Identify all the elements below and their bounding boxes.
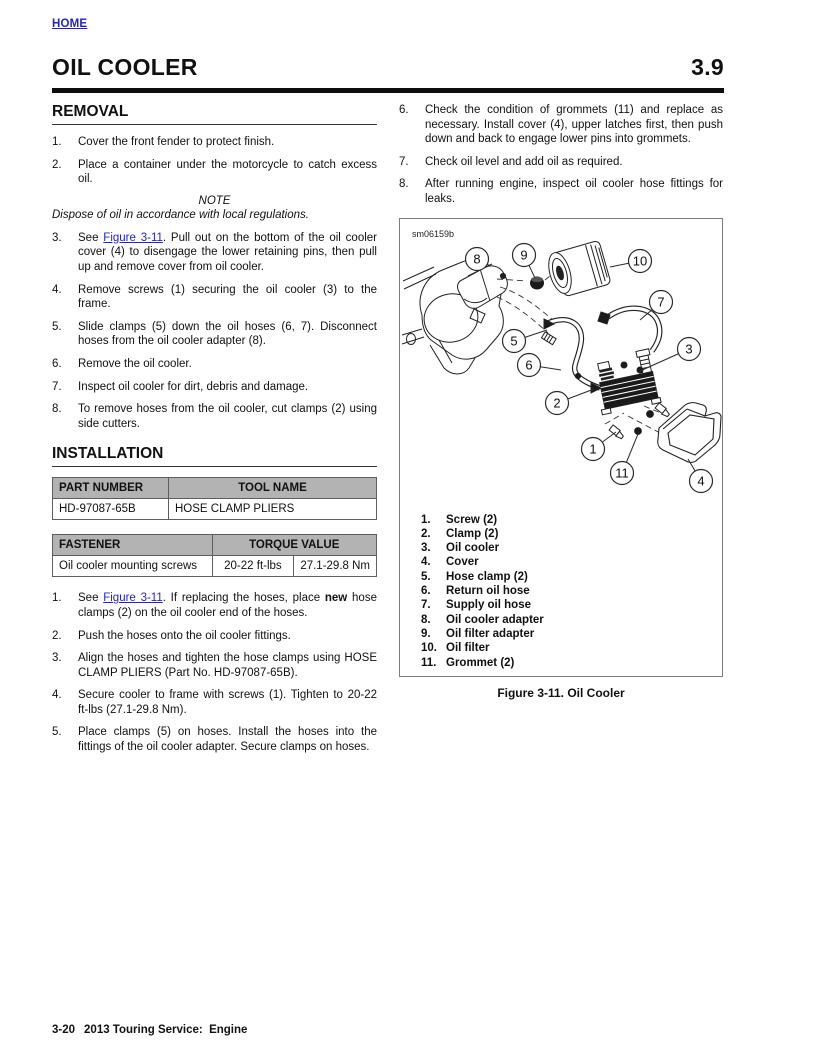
step-number: 3.: [52, 231, 62, 244]
tool-table-part-number: HD-97087-65B: [53, 499, 169, 520]
svg-text:6: 6: [525, 357, 533, 373]
figure-code: sm06159b: [412, 228, 455, 239]
legend-item: [421, 541, 722, 555]
figure-legend: [400, 511, 722, 676]
step-item: [52, 651, 377, 680]
legend-item: [421, 570, 722, 584]
legend-label: Cover: [446, 556, 479, 569]
step-item: [52, 231, 377, 275]
section-number: 3.9: [691, 54, 724, 80]
tool-table-header-name: TOOL NAME: [169, 478, 377, 499]
step-text: Cover the front fender to protect finish.: [78, 136, 275, 148]
installation-steps-continued: [399, 103, 723, 207]
step-number: 4.: [52, 689, 62, 702]
figure-3-11-link[interactable]: Figure 3-11: [103, 231, 163, 244]
step-number: 6.: [399, 104, 409, 116]
legend-number: 7.: [421, 599, 431, 612]
torque-table-header-fastener: FASTENER: [53, 535, 213, 556]
step-text: To remove hoses from the oil cooler, cut clamps (2) using side cutters.: [78, 403, 377, 430]
svg-text:10: 10: [632, 253, 648, 269]
legend-item: [421, 641, 722, 655]
step-item: [52, 688, 377, 717]
step-text: Check the condition of grommets (11) and replace as necessary. Install cover (4), upper latches first, then push down and back to engage lower pins into grommets.: [425, 104, 723, 146]
step-text: Slide clamps (5) down the oil hoses (6, 7). Disconnect hoses from the oil cooler adapter (8).: [78, 320, 377, 348]
page-title: OIL COOLER: [52, 54, 198, 80]
return-oil-hose-art: [548, 319, 600, 387]
note-text: Dispose of oil in accordance with local regulations.: [52, 208, 309, 221]
step-number: 1.: [52, 136, 62, 148]
legend-label: Oil filter adapter: [446, 627, 535, 640]
legend-number: 10.: [421, 642, 437, 655]
legend-label: Oil filter: [446, 642, 490, 655]
step-item: [52, 402, 377, 431]
step-text: Push the hoses onto the oil cooler fittings.: [78, 629, 291, 642]
oil-cooler-art: [591, 348, 661, 414]
legend-label: Clamp (2): [446, 527, 499, 540]
step-number: 6.: [52, 357, 62, 370]
legend-number: 4.: [421, 556, 431, 569]
legend-item: [421, 584, 722, 598]
svg-text:4: 4: [697, 473, 705, 489]
engine-crankcase-art: [402, 259, 507, 373]
note-label: NOTE: [198, 194, 231, 207]
step-item: [52, 320, 377, 349]
torque-table-value-nm: 27.1-29.8 Nm: [294, 556, 377, 577]
step-item: [399, 155, 723, 170]
tool-table-header-part: PART NUMBER: [53, 478, 169, 499]
step-number: 2.: [52, 158, 62, 171]
step-text: Place clamps (5) on hoses. Install the hoses into the fittings of the oil cooler adapter. Secure clamps on hoses.: [78, 726, 377, 754]
supply-oil-hose-art: [608, 308, 660, 351]
svg-text:11: 11: [615, 465, 629, 481]
figure-diagram: [400, 219, 722, 511]
torque-table: [52, 534, 377, 577]
torque-table-value-ftlbs: 20-22 ft-lbs: [212, 556, 294, 577]
callout-2: [546, 391, 569, 414]
callout-6: [518, 353, 541, 376]
step-number: 5.: [52, 726, 62, 739]
torque-table-header-torque: TORQUE VALUE: [212, 535, 376, 556]
legend-item: [421, 527, 722, 541]
legend-item: [421, 627, 722, 641]
step-item: [52, 725, 377, 754]
legend-item: [421, 598, 722, 612]
right-column: [399, 103, 723, 763]
callout-7: [650, 290, 673, 313]
oil-filter-art: [545, 240, 612, 296]
legend-number: 9.: [421, 627, 431, 640]
step-text: See Figure 3-11. Pull out on the bottom of the oil cooler cover (4) to disengage the lower retaining pins, then pull up and remove cover from oil cooler.: [78, 231, 377, 273]
page-footer: [52, 1024, 247, 1036]
torque-table-fastener: Oil cooler mounting screws: [53, 556, 213, 577]
legend-label: Return oil hose: [446, 585, 530, 598]
legend-label: Screw (2): [446, 513, 498, 526]
step-number: 8.: [399, 178, 409, 191]
figure-3-11-link[interactable]: Figure 3-11: [103, 592, 163, 605]
header-rule: [52, 88, 724, 93]
legend-item: [421, 613, 722, 627]
callout-5: [503, 329, 526, 352]
left-column: [52, 103, 377, 763]
step-text: Secure cooler to frame with screws (1). Tighten to 20-22 ft-lbs (27.1-29.8 Nm).: [78, 689, 377, 716]
svg-text:7: 7: [657, 294, 665, 310]
home-link[interactable]: HOME: [52, 18, 88, 30]
removal-steps-2: [52, 231, 377, 432]
figure-box: [399, 218, 723, 677]
step-item: [52, 629, 377, 644]
step-number: 3.: [52, 652, 62, 665]
svg-text:5: 5: [510, 333, 518, 349]
step-number: 2.: [52, 629, 62, 642]
step-item: [399, 177, 723, 206]
legend-item: [421, 513, 722, 527]
legend-number: 6.: [421, 585, 431, 598]
callout-3: [678, 337, 701, 360]
legend-label: Grommet (2): [446, 656, 515, 669]
legend-label: Oil cooler: [446, 542, 500, 555]
step-text: Inspect oil cooler for dirt, debris and damage.: [78, 380, 309, 393]
callout-8: [466, 247, 489, 270]
legend-item: [421, 656, 722, 670]
legend-label: Hose clamp (2): [446, 570, 528, 583]
svg-text:3: 3: [685, 341, 693, 357]
step-number: 1.: [52, 592, 62, 605]
legend-number: 8.: [421, 613, 431, 626]
figure-caption: Figure 3-11. Oil Cooler: [497, 685, 625, 700]
callout-9: [513, 243, 536, 266]
callout-1: [582, 437, 605, 460]
step-text: Remove screws (1) securing the oil cooler (3) to the frame.: [78, 283, 377, 311]
step-number: 7.: [52, 380, 62, 393]
tool-table-tool-name: HOSE CLAMP PLIERS: [169, 499, 377, 520]
legend-number: 2.: [421, 527, 431, 540]
callout-4: [690, 469, 713, 492]
callout-11: [611, 461, 634, 484]
svg-text:1: 1: [589, 441, 597, 457]
step-number: 4.: [52, 283, 62, 296]
removal-steps-1: [52, 135, 377, 187]
legend-item: [421, 555, 722, 569]
step-text: Align the hoses and tighten the hose clamps using HOSE CLAMP PLIERS (Part No. HD-97087-65B).: [78, 652, 377, 679]
installation-steps: [52, 591, 377, 754]
legend-label: Supply oil hose: [446, 599, 531, 612]
step-item: [52, 283, 377, 312]
step-number: 5.: [52, 320, 62, 333]
svg-text:2: 2: [553, 395, 561, 411]
svg-text:9: 9: [520, 247, 528, 263]
step-item: [52, 158, 377, 187]
step-number: 7.: [399, 155, 409, 168]
footer-page-number: 3-20: [52, 1024, 76, 1036]
step-text: Check oil level and add oil as required.: [425, 155, 623, 168]
step-text: After running engine, inspect oil cooler hose fittings for leaks.: [425, 178, 723, 205]
callout-10: [629, 249, 652, 272]
step-item: [52, 135, 377, 150]
legend-label: Oil cooler adapter: [446, 613, 544, 626]
step-item: [399, 103, 723, 147]
page-header: [52, 54, 724, 81]
removal-heading: REMOVAL: [52, 103, 377, 125]
legend-number: 11.: [421, 656, 437, 669]
step-text: Remove the oil cooler.: [78, 357, 192, 370]
legend-number: 1.: [421, 513, 431, 526]
tool-table: [52, 477, 377, 520]
footer-text: 2013 Touring Service: Engine: [84, 1024, 248, 1036]
installation-heading: INSTALLATION: [52, 445, 377, 467]
legend-number: 5.: [421, 570, 431, 583]
oil-filter-adapter-art: [530, 276, 544, 289]
step-text: Place a container under the motorcycle to catch excess oil.: [78, 158, 377, 186]
step-item: [52, 591, 377, 620]
step-item: [52, 380, 377, 395]
step-item: [52, 357, 377, 372]
svg-text:8: 8: [473, 251, 481, 267]
step-text: See Figure 3-11. If replacing the hoses, place new hose clamps (2) on the oil cooler end of the hoses.: [78, 592, 377, 619]
legend-number: 3.: [421, 542, 431, 555]
step-number: 8.: [52, 403, 62, 416]
home-link-row: [52, 14, 724, 32]
